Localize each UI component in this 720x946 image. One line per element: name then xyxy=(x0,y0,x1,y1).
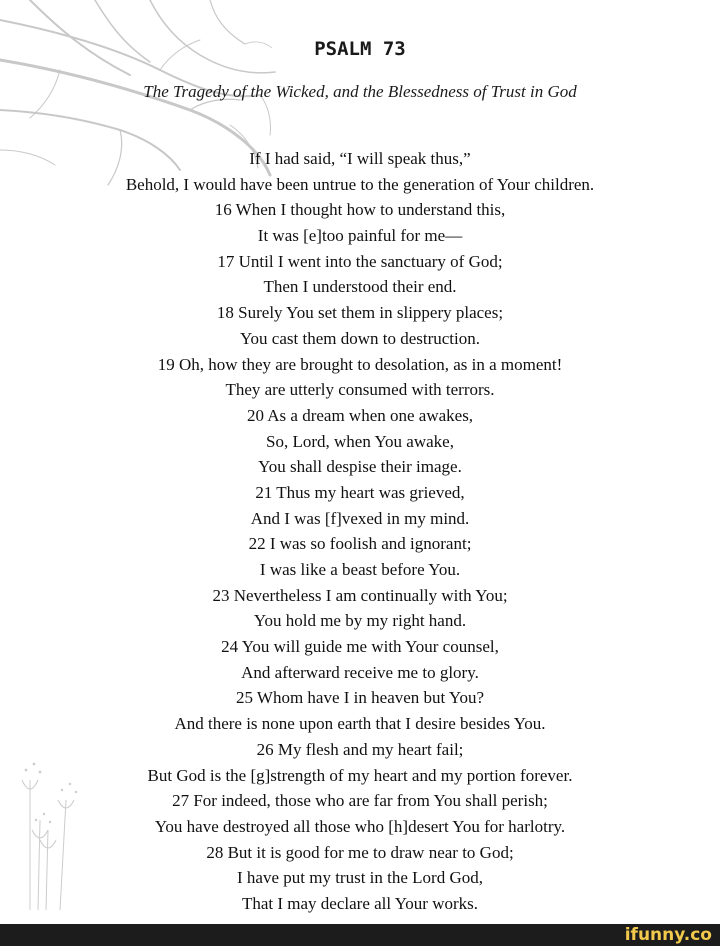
verse-line: 25 Whom have I in heaven but You? xyxy=(235,688,485,708)
verse-line: Then I understood their end. xyxy=(263,277,457,297)
verse-line: 17 Until I went into the sanctuary of God; xyxy=(217,251,503,271)
verse-line: 24 You will guide me with Your counsel, xyxy=(221,637,499,657)
verse-line: 28 But it is good for me to draw near to God; xyxy=(206,842,514,862)
watermark-bar xyxy=(0,924,720,946)
verse-line: You cast them down to destruction. xyxy=(239,328,481,348)
verse-line: 16 When I thought how to understand this, xyxy=(214,200,506,220)
verse-line: 21 Thus my heart was grieved, xyxy=(255,482,465,502)
verse-line: You shall despise their image. xyxy=(258,457,462,477)
verse-list xyxy=(0,146,720,917)
verse-line: But God is the [g]strength of my heart and my portion forever. xyxy=(147,765,573,785)
verse-line: If I had said, “I will speak thus,” xyxy=(249,149,471,168)
verse-line: I was like a beast before You. xyxy=(259,560,461,579)
verse-line: I have put my trust in the Lord God, xyxy=(237,868,483,888)
verse-line: 18 Surely You set them in slippery places; xyxy=(216,303,504,323)
verse-line: It was [e]too painful for me— xyxy=(257,226,463,246)
verse-line: They are utterly consumed with terrors. xyxy=(225,380,495,400)
verse-line: And there is none upon earth that I desire besides You. xyxy=(174,714,546,734)
verse-line: 23 Nevertheless I am continually with You; xyxy=(212,585,508,605)
verse-line: You hold me by my right hand. xyxy=(253,611,467,631)
ifunny-watermark: ifunny.co xyxy=(624,925,712,945)
verse-line: And afterward receive me to glory. xyxy=(241,662,479,682)
page-title: PSALM 73 xyxy=(314,38,406,60)
verse-line: You have destroyed all those who [h]desert You for harlotry. xyxy=(154,816,566,836)
verse-line: So, Lord, when You awake, xyxy=(266,431,454,451)
verse-line: And I was [f]vexed in my mind. xyxy=(250,508,470,528)
verse-line: Behold, I would have been untrue to the generation of Your children. xyxy=(125,174,595,194)
verse-line: 22 I was so foolish and ignorant; xyxy=(248,534,472,554)
page-subtitle: The Tragedy of the Wicked, and the Blessedness of Trust in God xyxy=(143,82,577,101)
verse-line: 26 My flesh and my heart fail; xyxy=(256,739,464,759)
verse-line: 20 As a dream when one awakes, xyxy=(246,405,474,425)
verse-line: That I may declare all Your works. xyxy=(241,893,479,913)
verse-line: 19 Oh, how they are brought to desolation, as in a moment! xyxy=(157,354,563,374)
verse-line: 27 For indeed, those who are far from You shall perish; xyxy=(172,791,548,811)
